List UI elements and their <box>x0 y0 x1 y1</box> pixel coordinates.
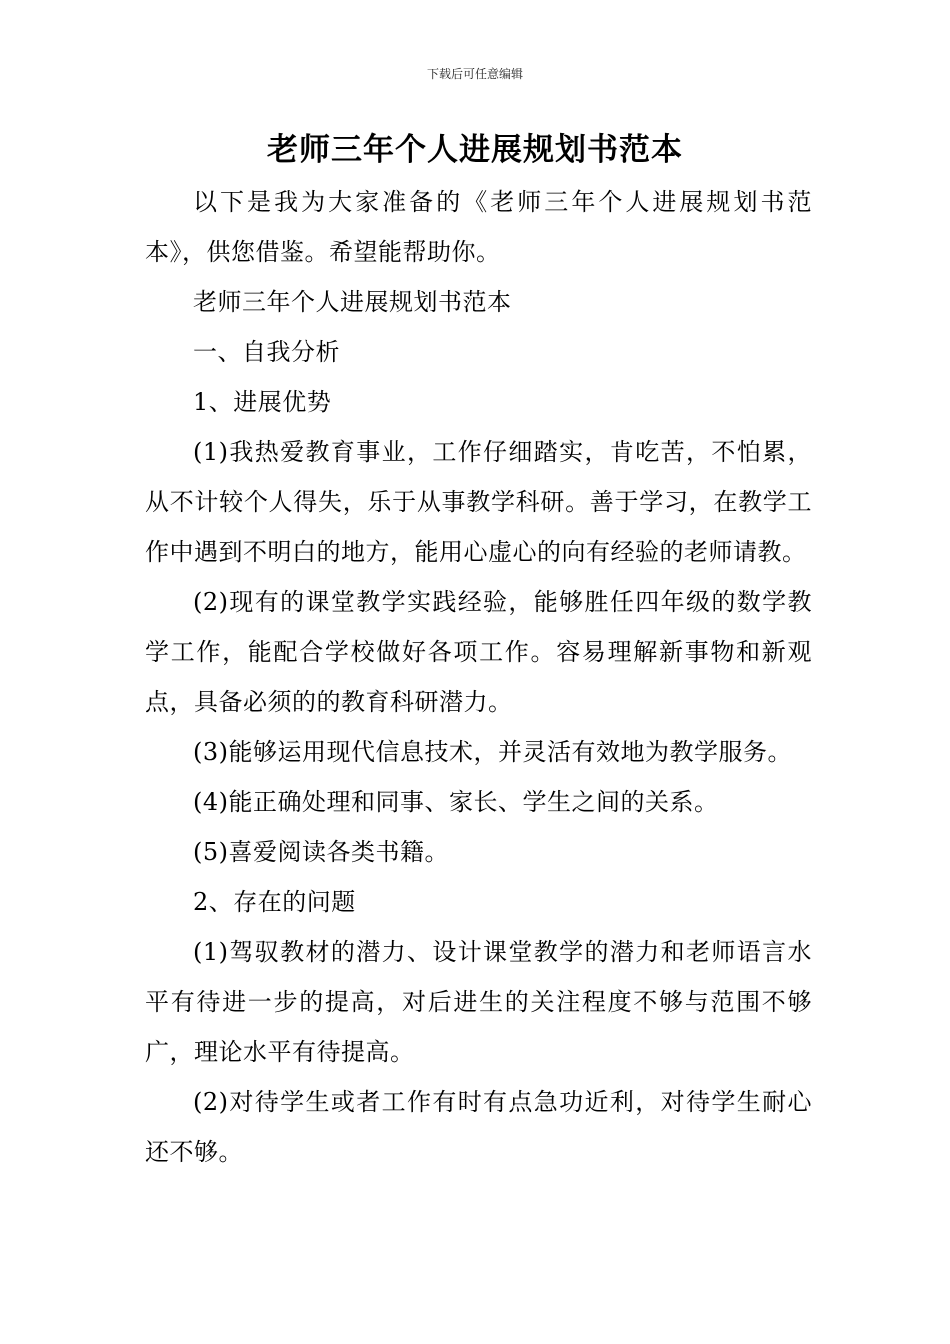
paragraph-strength-2: (2)现有的课堂教学实践经验，能够胜任四年级的数学教学工作，能配合学校做好各项工作。容易理解新事物和新观点，具备必须的的教育科研潜力。 <box>145 588 812 716</box>
document-title: 老师三年个人进展规划书范本 <box>267 132 683 168</box>
paragraph-strength-3: (3)能够运用现代信息技术，并灵活有效地为教学服务。 <box>193 738 792 766</box>
paragraph-problem-1: (1)驾驭教材的潜力、设计课堂教学的潜力和老师语言水平有待进一步的提高，对后进生的关注程度不够与范围不够广，理论水平有待提高。 <box>145 938 812 1066</box>
section-heading-self-analysis: 一、自我分析 <box>193 338 340 366</box>
document-body <box>145 177 812 1177</box>
subsection-heading-problems: 2、存在的问题 <box>193 888 356 916</box>
subsection-heading-strengths: 1、进展优势 <box>193 388 332 416</box>
header-note: 下载后可任意编辑 <box>426 67 523 81</box>
paragraph-strength-1: (1)我热爱教育事业，工作仔细踏实，肯吃苦，不怕累，从不计较个人得失，乐于从事教学科研。善于学习，在教学工作中遇到不明白的地方，能用心虚心的向有经验的老师请教。 <box>145 438 812 566</box>
paragraph-problem-2: (2)对待学生或者工作有时有点急功近利，对待学生耐心还不够。 <box>145 1088 812 1166</box>
paragraph-strength-5: (5)喜爱阅读各类书籍。 <box>193 838 449 866</box>
paragraph-intro: 以下是我为大家准备的《老师三年个人进展规划书范本》，供您借鉴。希望能帮助你。 <box>145 188 812 266</box>
paragraph-strength-4: (4)能正确处理和同事、家长、学生之间的关系。 <box>193 788 719 816</box>
paragraph-subtitle: 老师三年个人进展规划书范本 <box>193 288 512 316</box>
